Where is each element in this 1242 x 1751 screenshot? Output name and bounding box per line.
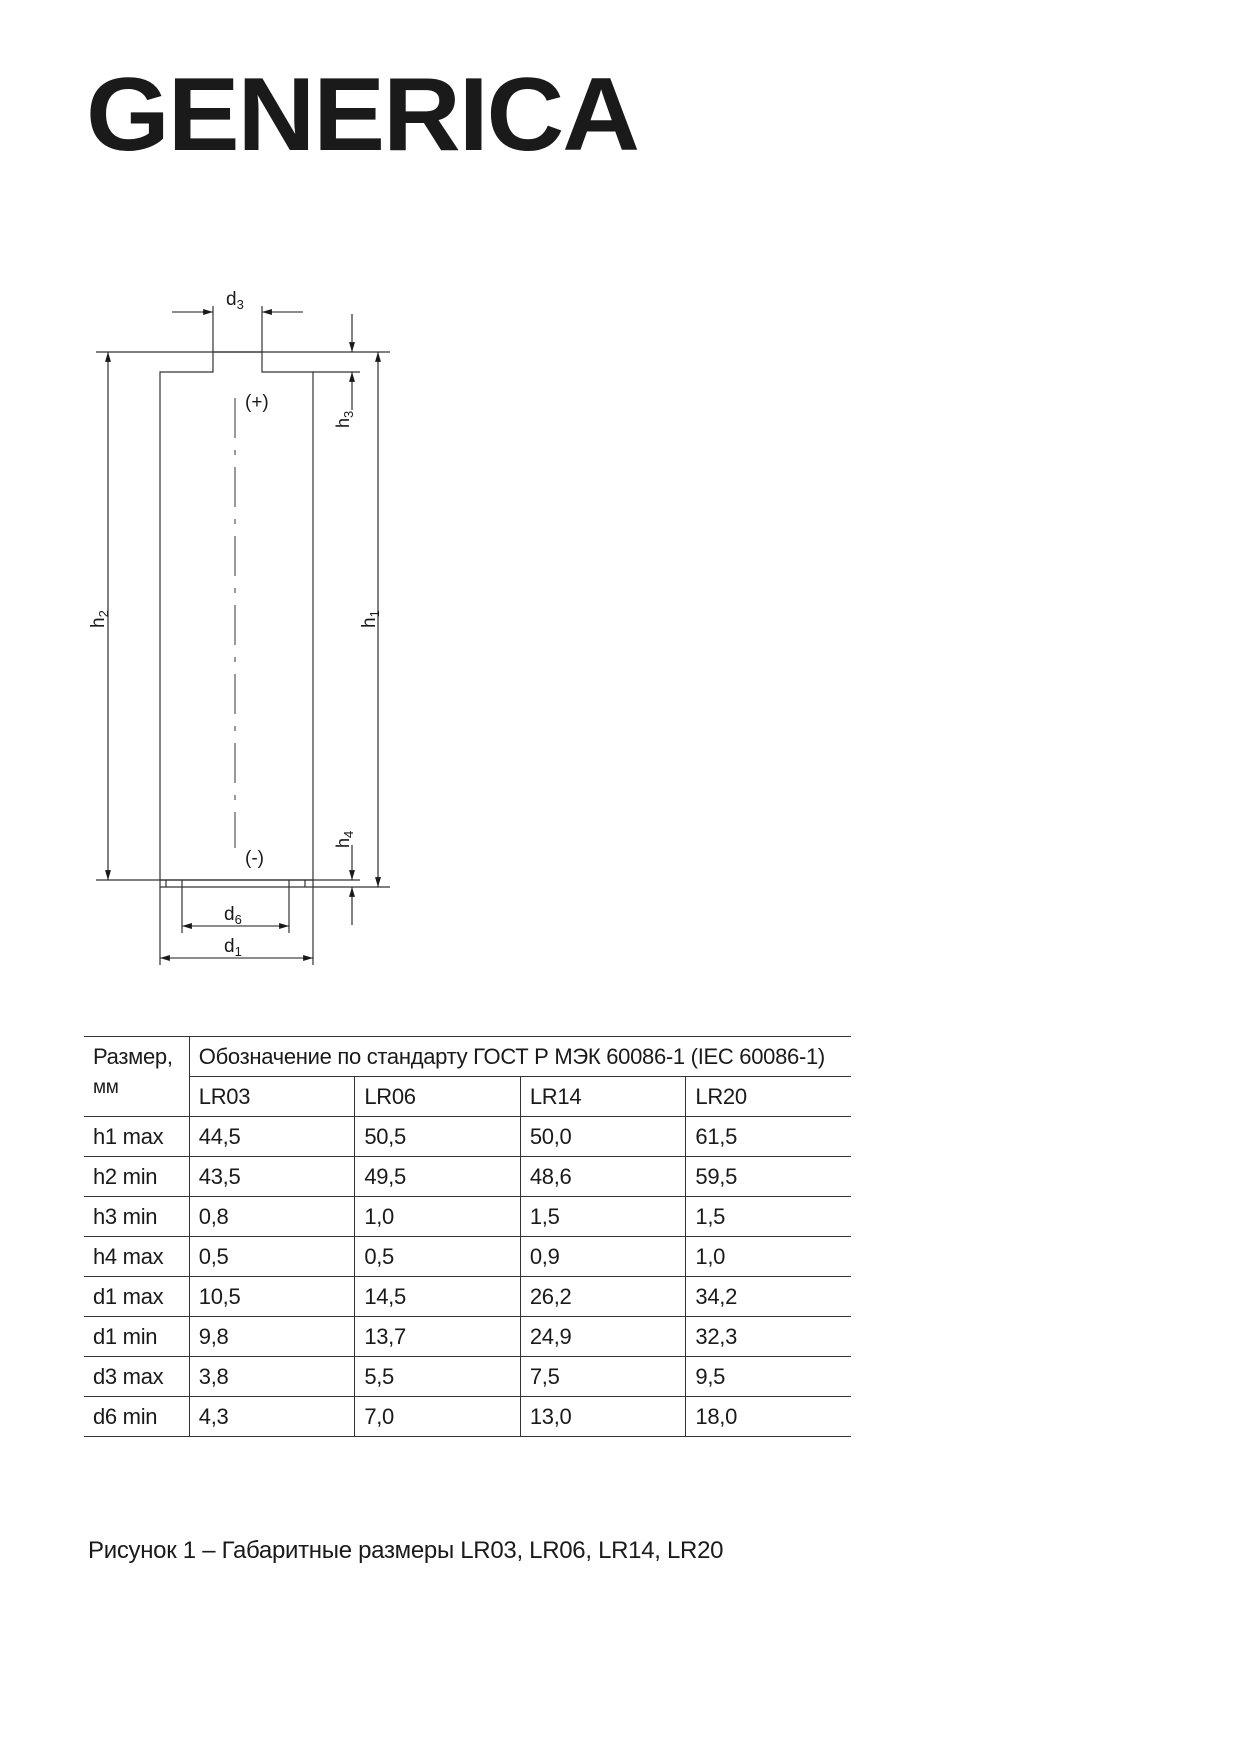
label-d3: $d_3$ (226, 289, 244, 312)
table-row (84, 1317, 851, 1357)
corner-header-line-2: мм (93, 1077, 119, 1098)
column-header-lr03: LR03 (189, 1077, 355, 1117)
label-h2: $h_2$ (88, 610, 111, 628)
row-param: h2 min (84, 1157, 189, 1197)
group-header-cell: Обозначение по стандарту ГОСТ Р МЭК 60086-1 (IEC 60086-1) (189, 1037, 851, 1077)
table-header-row (84, 1037, 851, 1077)
table-row (84, 1157, 851, 1197)
cell-value: 43,5 (189, 1157, 355, 1197)
cell-value: 14,5 (355, 1277, 521, 1317)
label-d6: $d_6$ (224, 904, 242, 927)
cell-value: 50,5 (355, 1117, 521, 1157)
cell-value: 1,5 (686, 1197, 851, 1237)
table-row (84, 1197, 851, 1237)
negative-terminal (160, 880, 313, 887)
cell-value: 1,0 (686, 1237, 851, 1277)
cell-value: 34,2 (686, 1277, 851, 1317)
column-header-lr20: LR20 (686, 1077, 851, 1117)
battery-dimension-drawing (80, 280, 420, 980)
row-param: h1 max (84, 1117, 189, 1157)
row-param: h3 min (84, 1197, 189, 1237)
cell-value: 59,5 (686, 1157, 851, 1197)
cell-value: 49,5 (355, 1157, 521, 1197)
table-row (84, 1397, 851, 1437)
cell-value: 13,0 (520, 1397, 686, 1437)
label-h1: $h_1$ (359, 610, 382, 628)
cell-value: 44,5 (189, 1117, 355, 1157)
cell-value: 7,0 (355, 1397, 521, 1437)
cell-value: 26,2 (520, 1277, 686, 1317)
column-header-lr06: LR06 (355, 1077, 521, 1117)
cell-value: 1,0 (355, 1197, 521, 1237)
cell-value: 13,7 (355, 1317, 521, 1357)
cell-value: 18,0 (686, 1397, 851, 1437)
label-d1: $d_1$ (224, 936, 242, 959)
corner-header-cell (84, 1037, 189, 1117)
logo-text: GENERICA (86, 66, 638, 166)
row-param: d6 min (84, 1397, 189, 1437)
row-param: d1 max (84, 1277, 189, 1317)
cell-value: 0,9 (520, 1237, 686, 1277)
battery-outline (160, 352, 313, 880)
label-h4: $h_4$ (333, 830, 356, 848)
cell-value: 0,5 (355, 1237, 521, 1277)
cell-value: 1,5 (520, 1197, 686, 1237)
figure-caption: Рисунок 1 – Габаритные размеры LR03, LR06, LR14, LR20 (88, 1537, 724, 1564)
table-row (84, 1117, 851, 1157)
row-param: d3 max (84, 1357, 189, 1397)
row-param: h4 max (84, 1237, 189, 1277)
cell-value: 32,3 (686, 1317, 851, 1357)
cell-value: 9,5 (686, 1357, 851, 1397)
cell-value: 9,8 (189, 1317, 355, 1357)
cell-value: 5,5 (355, 1357, 521, 1397)
cell-value: 61,5 (686, 1117, 851, 1157)
cell-value: 24,9 (520, 1317, 686, 1357)
cell-value: 48,6 (520, 1157, 686, 1197)
label-minus: (-) (245, 848, 264, 869)
cell-value: 50,0 (520, 1117, 686, 1157)
cell-value: 0,5 (189, 1237, 355, 1277)
generica-logo (86, 66, 646, 166)
label-plus: (+) (245, 392, 269, 413)
table-row (84, 1357, 851, 1397)
column-header-lr14: LR14 (520, 1077, 686, 1117)
table-row (84, 1237, 851, 1277)
corner-header-line-1: Размер, (93, 1044, 173, 1069)
table-columns-row (84, 1077, 851, 1117)
row-param: d1 min (84, 1317, 189, 1357)
cell-value: 7,5 (520, 1357, 686, 1397)
cell-value: 3,8 (189, 1357, 355, 1397)
dimensions-table (84, 1036, 851, 1437)
cell-value: 0,8 (189, 1197, 355, 1237)
label-h3: $h_3$ (333, 410, 356, 428)
cell-value: 10,5 (189, 1277, 355, 1317)
table-row (84, 1277, 851, 1317)
cell-value: 4,3 (189, 1397, 355, 1437)
